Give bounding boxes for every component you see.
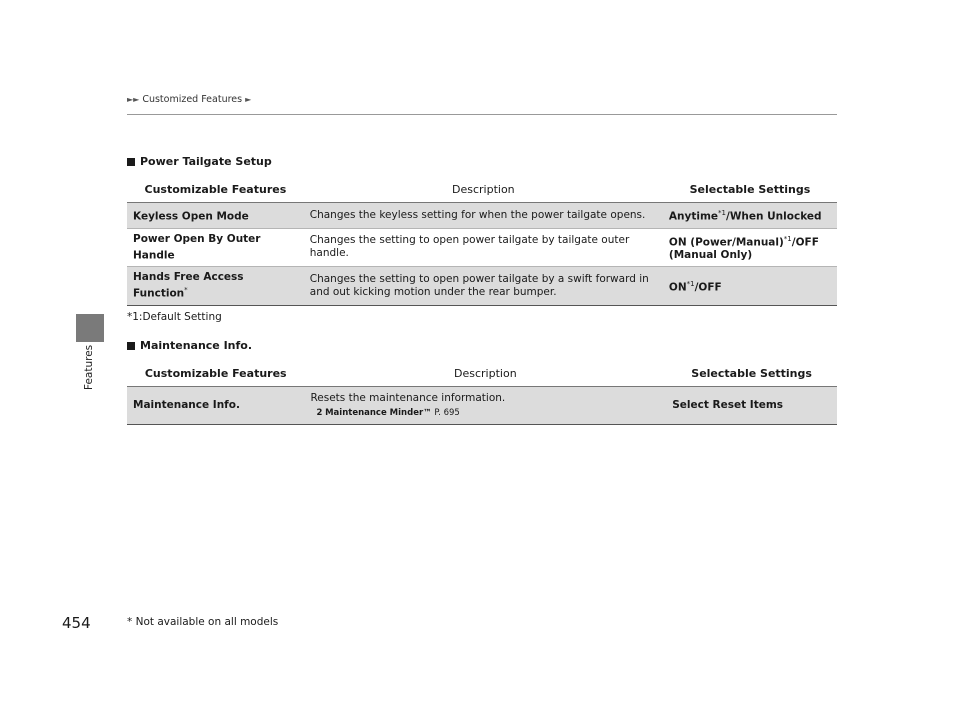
table-row xyxy=(127,387,837,425)
feature-name: Hands Free Access Function* xyxy=(127,267,304,306)
table-row xyxy=(127,267,837,306)
column-header: Customizable Features xyxy=(127,176,304,203)
bullet-square-icon xyxy=(127,158,135,166)
table-row xyxy=(127,228,837,267)
feature-description: Resets the maintenance information. 2 Maintenance Minder™ P. 695 xyxy=(304,387,666,425)
feature-description: Changes the keyless setting for when the power tailgate opens. xyxy=(304,203,663,229)
table-row xyxy=(127,203,837,229)
feature-setting: Select Reset Items xyxy=(666,387,837,425)
feature-setting: ON (Power/Manual)$^{*1}$/OFF (Manual Only) xyxy=(663,228,837,267)
cross-reference-link[interactable]: 2 Maintenance Minder™ P. 695 xyxy=(316,407,460,418)
footnote: * Not available on all models xyxy=(127,616,279,628)
section-label: Features xyxy=(83,344,95,390)
section-tab xyxy=(76,314,104,342)
column-header: Description xyxy=(304,176,663,203)
breadcrumb xyxy=(127,94,251,105)
page-number: 454 xyxy=(62,614,91,632)
section-title-maintenance: Maintenance Info. xyxy=(127,339,252,352)
feature-name: Maintenance Info. xyxy=(127,387,304,425)
feature-setting: ON$^{*1}$/OFF xyxy=(663,267,837,306)
breadcrumb-text[interactable]: Customized Features xyxy=(142,94,243,105)
power-tailgate-table xyxy=(127,175,837,306)
feature-description: Changes the setting to open power tailgate by tailgate outer handle. xyxy=(304,228,663,267)
maintenance-table xyxy=(127,359,837,425)
breadcrumb-arrow-icon: ► xyxy=(245,95,252,104)
feature-name: Power Open By Outer Handle xyxy=(127,228,304,267)
feature-name: Keyless Open Mode xyxy=(127,203,304,229)
section-title-power-tailgate: Power Tailgate Setup xyxy=(127,155,272,168)
bullet-square-icon xyxy=(127,342,135,350)
feature-setting: Anytime$^{*1}$/When Unlocked xyxy=(663,203,837,229)
reference-arrow-icon: 2 xyxy=(316,407,323,418)
column-header: Customizable Features xyxy=(127,360,304,387)
column-header: Selectable Settings xyxy=(663,176,837,203)
breadcrumb-arrow-icon: ►► xyxy=(127,95,140,104)
column-header: Selectable Settings xyxy=(666,360,837,387)
feature-description: Changes the setting to open power tailgate by a swift forward in and out kicking motion under the rear bumper. xyxy=(304,267,663,306)
column-header: Description xyxy=(304,360,666,387)
default-setting-note: *1:Default Setting xyxy=(127,311,222,323)
header-divider xyxy=(127,114,837,115)
